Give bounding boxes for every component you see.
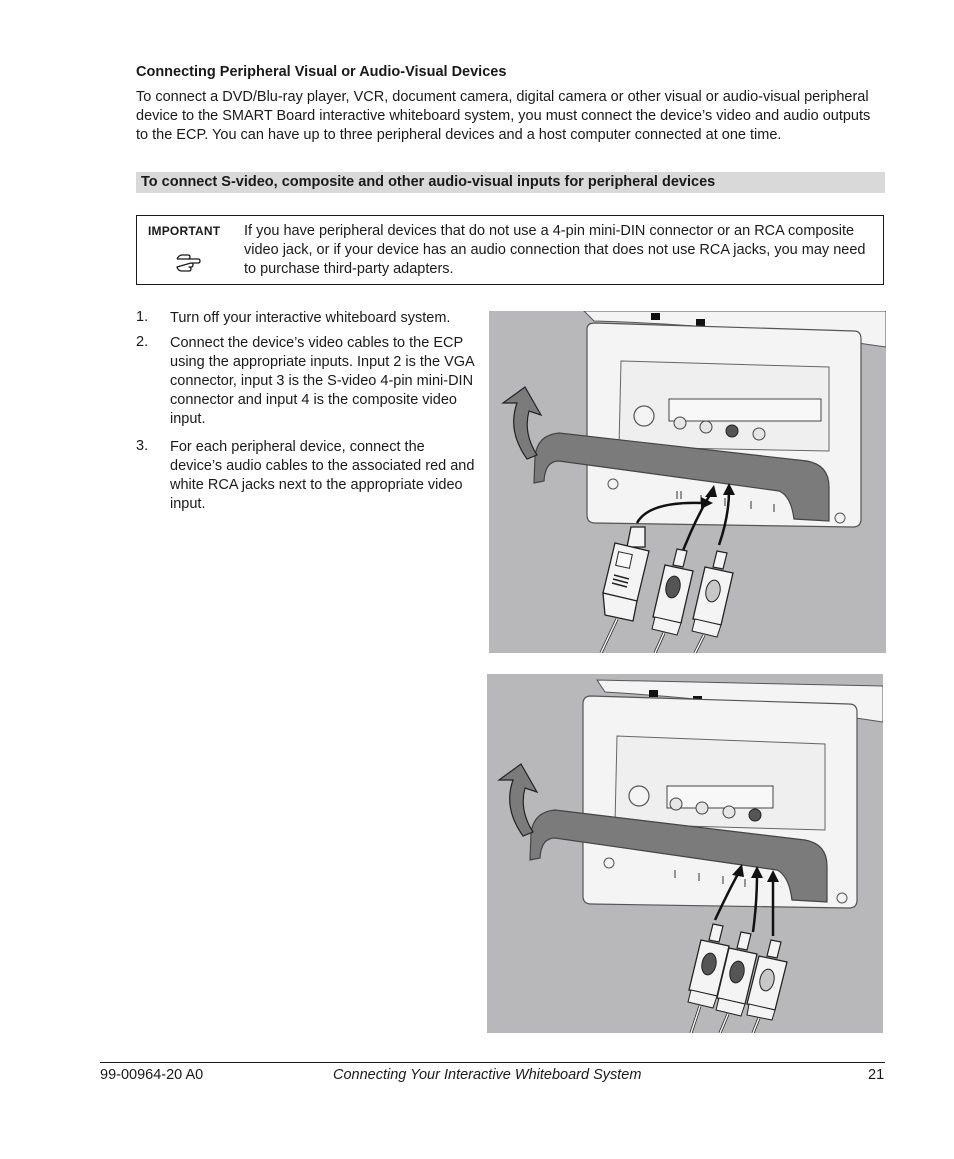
footer-chapter-title: Connecting Your Interactive Whiteboard System [333, 1067, 642, 1083]
step-number: 3. [136, 438, 149, 454]
procedure-title: To connect S-video, composite and other audio-visual inputs for peripheral devices [141, 174, 716, 190]
pointing-hand-icon [174, 247, 202, 275]
footer-divider [100, 1062, 885, 1063]
footer-page-number: 21 [868, 1067, 885, 1083]
step-number: 2. [136, 334, 149, 350]
section-heading: Connecting Peripheral Visual or Audio-Visual Devices [136, 64, 507, 80]
intro-paragraph: To connect a DVD/Blu-ray player, VCR, document camera, digital camera or other visual or audio-visual peripheral device to the SMART Board interactive whiteboard system, you must connect the device’s video and audio outputs to the ECP. You can have up to three peripheral devices and a host computer connected at one time. [136, 89, 871, 143]
important-note-text: If you have peripheral devices that do not use a 4-pin mini-DIN connector or an RCA composite video jack, or if your device has an audio connection that does not use RCA jacks, you may need to purchase third-party adapters. [244, 223, 866, 277]
footer-document-number: 99-00964-20 A0 [100, 1067, 204, 1083]
step-number: 1. [136, 309, 149, 325]
step-text: For each peripheral device, connect the device’s audio cables to the associated red and white RCA jacks next to the appropriate video input. [170, 439, 475, 512]
step-text: Turn off your interactive whiteboard system. [170, 310, 451, 326]
important-label: IMPORTANT [148, 224, 221, 238]
composite-video-connection-illustration [487, 674, 883, 1033]
s-video-connection-illustration [489, 311, 886, 653]
step-text: Connect the device’s video cables to the ECP using the appropriate inputs. Input 2 is the VGA connector, input 3 is the S-video 4-pin mini-DIN connector and input 4 is the composite video input. [170, 335, 474, 427]
